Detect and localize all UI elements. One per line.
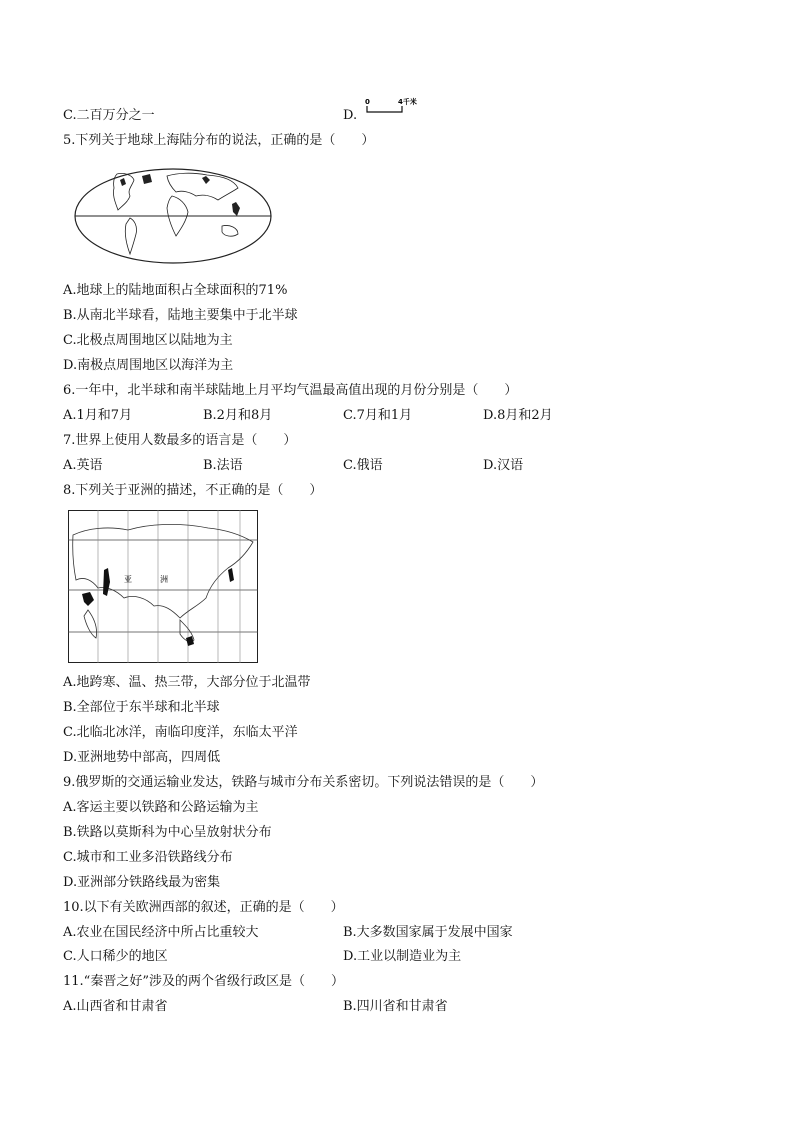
q5-option-a[interactable]: A.地球上的陆地面积占全球面积的71% bbox=[63, 283, 288, 298]
q5-option-c[interactable]: C.北极点周围地区以陆地为主 bbox=[63, 333, 233, 348]
q7-option-d[interactable]: D.汉语 bbox=[483, 458, 524, 473]
q9-option-b[interactable]: B.铁路以莫斯科为中心呈放射状分布 bbox=[63, 825, 272, 840]
scale-bar-line bbox=[367, 106, 402, 112]
q11-stem: 11.“秦晋之好”涉及的两个省级行政区是（ ） bbox=[63, 974, 344, 989]
q5-option-b[interactable]: B.从南北半球看，陆地主要集中于北半球 bbox=[63, 308, 298, 323]
q10-option-a[interactable]: A.农业在国民经济中所占比重较大 bbox=[63, 925, 259, 940]
q9-option-d[interactable]: D.亚洲部分铁路线最为密集 bbox=[63, 875, 221, 890]
q4-option-d[interactable] bbox=[343, 107, 357, 125]
q6-option-d[interactable]: D.8月和2月 bbox=[483, 408, 553, 423]
q8-option-a[interactable]: A.地跨寒、温、热三带，大部分位于北温带 bbox=[63, 675, 311, 690]
q10-option-c[interactable]: C.人口稀少的地区 bbox=[63, 949, 168, 964]
q9-stem: 9.俄罗斯的交通运输业发达，铁路与城市分布关系密切。下列说法错误的是（ ） bbox=[63, 775, 544, 790]
q9-option-c[interactable]: C.城市和工业多沿铁路线分布 bbox=[63, 850, 233, 865]
scale-km-label: 4千米 bbox=[398, 98, 417, 106]
q4-option-d-label: D. bbox=[343, 108, 358, 123]
q6-option-b[interactable]: B.2月和8月 bbox=[203, 408, 273, 423]
q7-option-c[interactable]: C.俄语 bbox=[343, 458, 383, 473]
q11-option-b[interactable]: B.四川省和甘肃省 bbox=[343, 999, 448, 1014]
q5-option-d[interactable]: D.南极点周围地区以海洋为主 bbox=[63, 358, 234, 373]
q10-option-d[interactable]: D.工业以制造业为主 bbox=[343, 949, 462, 964]
q8-option-b[interactable]: B.全部位于东半球和北半球 bbox=[63, 700, 220, 715]
q9-option-a[interactable]: A.客运主要以铁路和公路运输为主 bbox=[63, 800, 259, 815]
world-map-figure bbox=[72, 166, 274, 266]
asia-map-label-1: 亚 bbox=[124, 575, 132, 584]
q11-option-a[interactable]: A.山西省和甘肃省 bbox=[63, 999, 168, 1014]
q7-stem: 7.世界上使用人数最多的语言是（ ） bbox=[63, 433, 297, 448]
q4-option-c[interactable]: C.二百万分之一 bbox=[63, 108, 155, 123]
asia-map-figure bbox=[68, 510, 258, 664]
scale-zero-label: 0 bbox=[365, 98, 370, 106]
q10-option-b[interactable]: B.大多数国家属于发展中国家 bbox=[343, 925, 513, 940]
asia-map-label-2: 洲 bbox=[160, 575, 168, 584]
q7-option-b[interactable]: B.法语 bbox=[203, 458, 243, 473]
q6-option-a[interactable]: A.1月和7月 bbox=[63, 408, 133, 423]
q6-stem: 6.一年中，北半球和南半球陆地上月平均气温最高值出现的月份分别是（ ） bbox=[63, 383, 518, 398]
q5-stem: 5.下列关于地球上海陆分布的说法，正确的是（ ） bbox=[63, 133, 375, 148]
q8-option-c[interactable]: C.北临北冰洋，南临印度洋，东临太平洋 bbox=[63, 725, 298, 740]
q6-option-c[interactable]: C.7月和1月 bbox=[343, 408, 413, 423]
scale-bar-figure bbox=[362, 95, 432, 117]
q8-stem: 8.下列关于亚洲的描述，不正确的是（ ） bbox=[63, 483, 323, 498]
q8-option-d[interactable]: D.亚洲地势中部高，四周低 bbox=[63, 750, 221, 765]
q7-option-a[interactable]: A.英语 bbox=[63, 458, 103, 473]
q10-stem: 10.以下有关欧洲西部的叙述，正确的是（ ） bbox=[63, 900, 344, 915]
